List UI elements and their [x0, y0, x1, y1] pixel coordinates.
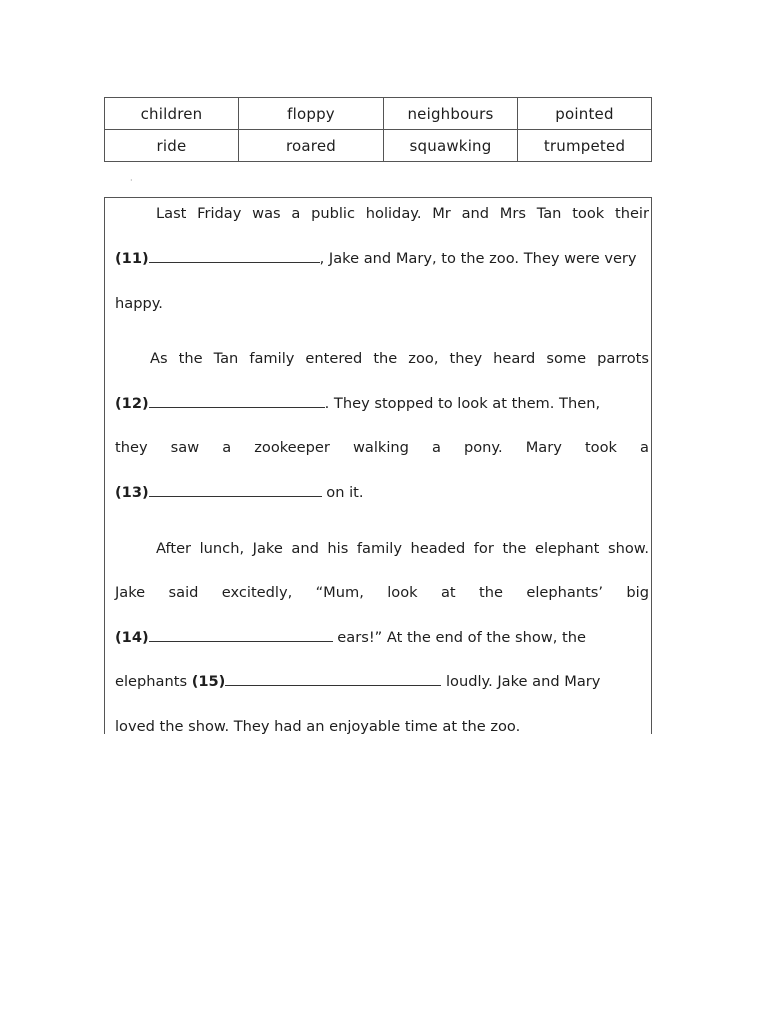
passage-text: elephants	[115, 673, 192, 690]
passage-line	[115, 717, 649, 734]
word-bank-table	[104, 97, 652, 162]
word-bank-cell: roared	[239, 130, 384, 162]
passage-line	[115, 483, 649, 503]
answer-blank-11[interactable]	[149, 251, 320, 263]
word-bank-row	[105, 130, 652, 162]
word-bank-cell: pointed	[518, 98, 652, 130]
passage-text: on it.	[321, 484, 364, 501]
question-number-15: (15)	[191, 673, 226, 690]
passage-text: ears!” At the end of the show, the	[332, 629, 586, 646]
answer-blank-12[interactable]	[149, 396, 325, 408]
word-bank-cell: ride	[105, 130, 239, 162]
word-bank-cell: trumpeted	[518, 130, 652, 162]
passage-line	[115, 249, 649, 269]
passage-line	[115, 349, 649, 369]
passage-text: Jake said excitedly, “Mum, look at the elephants’ big	[115, 584, 649, 601]
passage-line	[115, 204, 649, 224]
answer-blank-14[interactable]	[149, 630, 333, 642]
word-bank-cell: children	[105, 98, 239, 130]
question-number-12: (12)	[115, 395, 149, 412]
passage-line	[115, 628, 649, 648]
passage-text: happy.	[115, 295, 163, 312]
scan-speck: ·	[130, 176, 133, 185]
passage-line	[115, 394, 649, 414]
passage-text: loved the show. They had an enjoyable time at the zoo.	[115, 718, 521, 734]
passage-text: loudly. Jake and Mary	[441, 673, 601, 690]
passage-text: Last Friday was a public holiday. Mr and Mrs Tan took their	[156, 205, 649, 222]
question-number-13: (13)	[115, 484, 149, 501]
passage-text: After lunch, Jake and his family headed for the elephant show.	[156, 540, 649, 557]
passage-line	[115, 539, 649, 559]
passage-line	[115, 294, 649, 314]
passage-line	[115, 583, 649, 603]
word-bank-row	[105, 98, 652, 130]
passage-line	[115, 438, 649, 458]
answer-blank-15[interactable]	[225, 674, 441, 686]
word-bank-cell: neighbours	[384, 98, 518, 130]
passage-line	[115, 672, 649, 692]
answer-blank-13[interactable]	[149, 485, 322, 497]
question-number-11: (11)	[115, 250, 149, 267]
passage-text: , Jake and Mary, to the zoo. They were very	[319, 250, 637, 267]
passage-text: they saw a zookeeper walking a pony. Mary took a	[115, 439, 649, 456]
question-number-14: (14)	[115, 629, 149, 646]
passage-box	[104, 197, 652, 734]
passage-text: As the Tan family entered the zoo, they heard some parrots	[150, 350, 649, 367]
word-bank-cell: floppy	[239, 98, 384, 130]
word-bank-cell: squawking	[384, 130, 518, 162]
passage-text: . They stopped to look at them. Then,	[324, 395, 601, 412]
